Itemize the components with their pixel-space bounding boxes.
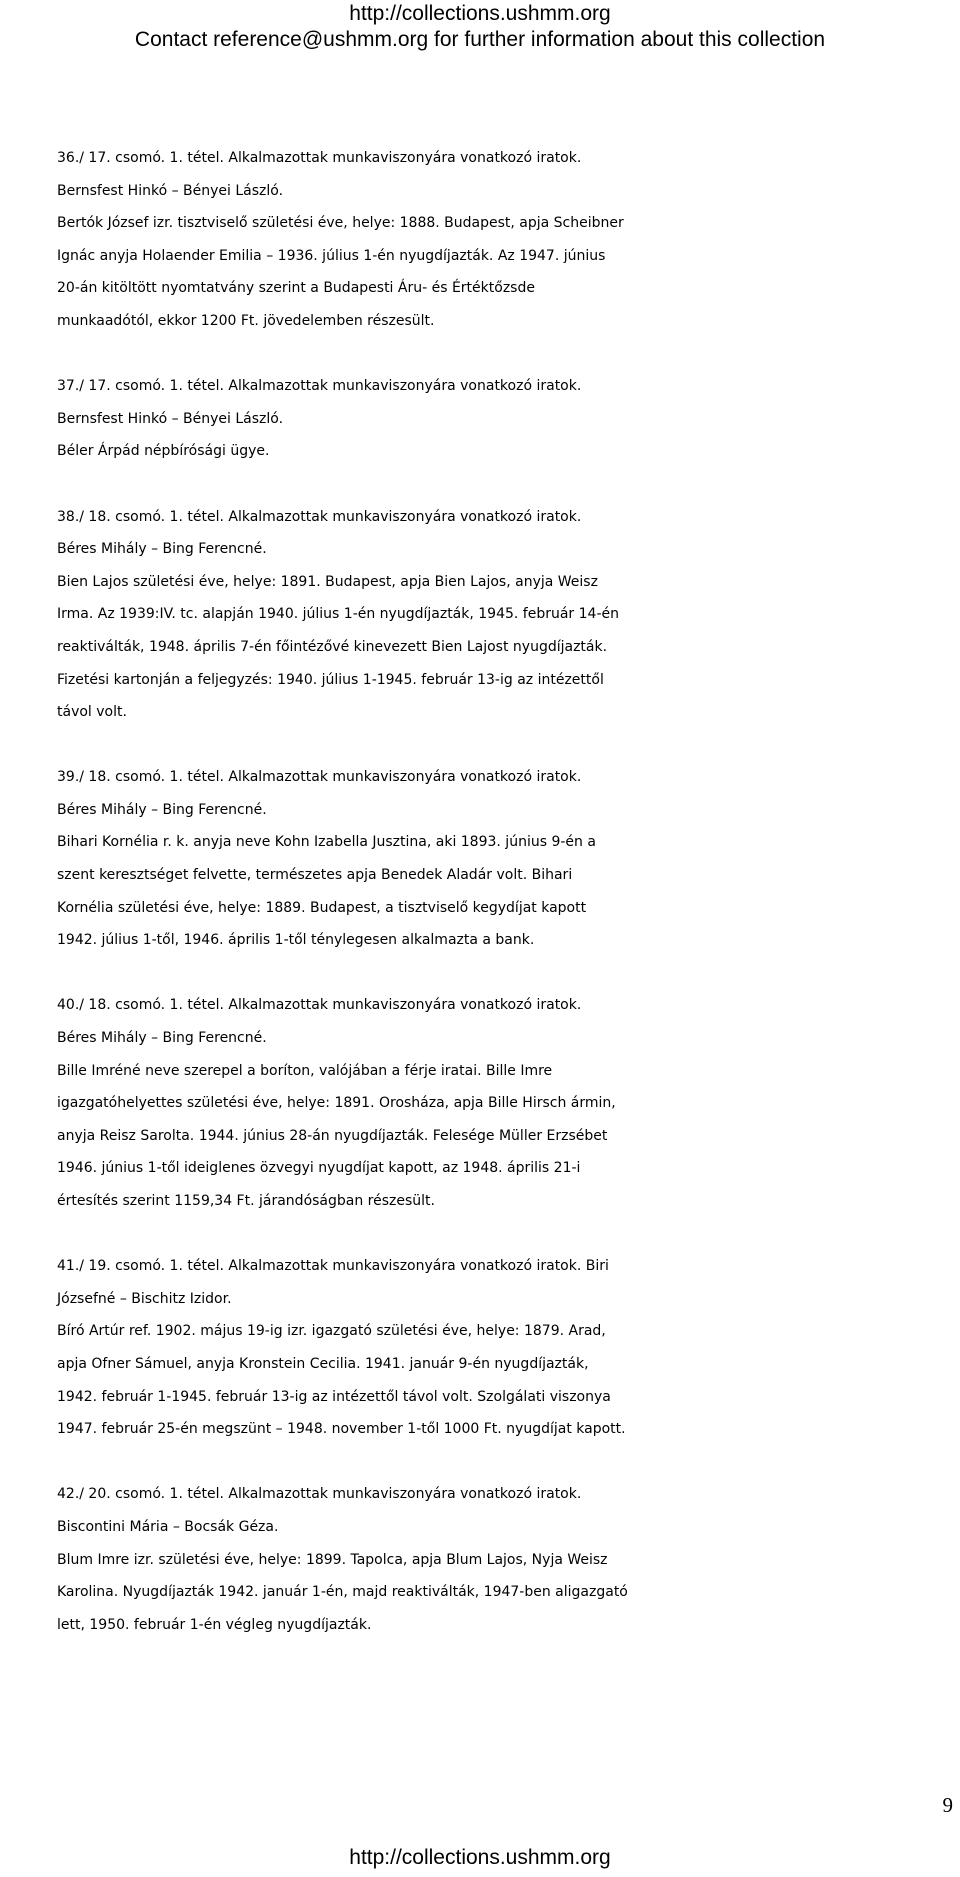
header-contact-notice: Contact reference@ushmm.org for further information about this collection (134, 28, 826, 51)
entry-text-line: szent keresztséget felvette, természetes apja Benedek Aladár volt. Bihari (57, 867, 573, 884)
archive-entry (57, 370, 957, 468)
entry-text-line: Béres Mihály – Bing Ferencné. (57, 1030, 267, 1047)
entry-text-line: Fizetési kartonján a feljegyzés: 1940. július 1-1945. február 13-ig az intézettől (57, 671, 604, 688)
entry-text-line: Béres Mihály – Bing Ferencné. (57, 541, 267, 558)
entry-text-line: 1942. július 1-től, 1946. április 1-től ténylegesen alkalmazta a bank. (57, 932, 535, 949)
archive-entry (57, 989, 957, 1217)
entry-text-line: 1942. február 1-1945. február 13-ig az intézettől távol volt. Szolgálati viszonya (57, 1388, 611, 1405)
entry-text-line: távol volt. (57, 704, 127, 721)
entry-text-line: Béres Mihály – Bing Ferencné. (57, 801, 267, 818)
entry-text-line: Irma. Az 1939:IV. tc. alapján 1940. július 1-én nyugdíjazták, 1945. február 14-én (57, 606, 619, 623)
entry-text-line: értesítés szerint 1159,34 Ft. járandóságban részesült. (57, 1193, 435, 1209)
archive-entry (57, 142, 957, 338)
entry-heading-line: 38./ 18. csomó. 1. tétel. Alkalmazottak munkaviszonyára vonatkozó iratok. (57, 508, 582, 525)
entry-text-line: Biscontini Mária – Bocsák Géza. (57, 1518, 279, 1535)
page-number: 9 (942, 1793, 953, 1817)
entry-text-line: Bíró Artúr ref. 1902. május 19-ig izr. igazgató születési éve, helye: 1879. Arad, (57, 1323, 606, 1340)
entry-text-line: Karolina. Nyugdíjazták 1942. január 1-én, majd reaktiválták, 1947-ben aligazgató (57, 1584, 628, 1601)
archive-entry (57, 501, 957, 729)
entry-text-line: 1947. február 25-én megszünt – 1948. november 1-től 1000 Ft. nyugdíjat kapott. (57, 1421, 626, 1438)
entry-text-line: anyja Reisz Sarolta. 1944. június 28-án nyugdíjazták. Felesége Müller Erzsébet (57, 1127, 608, 1144)
entry-text-line: 1946. június 1-től ideiglenes özvegyi nyugdíjat kapott, az 1948. április 21-i (57, 1160, 581, 1177)
page-footer (0, 1846, 960, 1870)
document-body (57, 142, 957, 1674)
entry-text-line: Józsefné – Bischitz Izidor. (57, 1290, 232, 1307)
archive-entry (57, 1478, 957, 1641)
entry-text-line: munkaadótól, ekkor 1200 Ft. jövedelemben részesült. (57, 312, 435, 329)
footer-url: http://collections.ushmm.org (349, 1846, 611, 1869)
entry-text-line: Bertók József izr. tisztviselő születési éve, helye: 1888. Budapest, apja Scheibner (57, 215, 624, 232)
entry-text-line: Bille Imréné neve szerepel a boríton, valójában a férje iratai. Bille Imre (57, 1062, 553, 1079)
entry-text-line: 20-án kitöltött nyomtatvány szerint a Budapesti Áru- és Értéktőzsde (57, 280, 535, 297)
entry-text-line: Bien Lajos születési éve, helye: 1891. Budapest, apja Bien Lajos, anyja Weisz (57, 573, 598, 590)
entry-heading-line: 39./ 18. csomó. 1. tétel. Alkalmazottak munkaviszonyára vonatkozó iratok. (57, 769, 582, 786)
entry-heading-line: 40./ 18. csomó. 1. tétel. Alkalmazottak munkaviszonyára vonatkozó iratok. (57, 997, 582, 1014)
entry-text-line: Kornélia születési éve, helye: 1889. Budapest, a tisztviselő kegydíjat kapott (57, 899, 587, 916)
archive-entry (57, 761, 957, 957)
entry-text-line: igazgatóhelyettes születési éve, helye: 1891. Orosháza, apja Bille Hirsch ármin, (57, 1095, 616, 1112)
page-header (0, 0, 960, 53)
entry-text-line: Bernsfest Hinkó – Bényei László. (57, 182, 284, 199)
entry-text-line: Blum Imre izr. születési éve, helye: 1899. Tapolca, apja Blum Lajos, Nyja Weisz (57, 1551, 608, 1568)
entry-text-line: apja Ofner Sámuel, anyja Kronstein Cecilia. 1941. január 9-én nyugdíjazták, (57, 1355, 589, 1372)
entry-text-line: Bernsfest Hinkó – Bényei László. (57, 410, 284, 427)
entry-heading-line: 37./ 17. csomó. 1. tétel. Alkalmazottak munkaviszonyára vonatkozó iratok. (57, 378, 582, 395)
header-url: http://collections.ushmm.org (349, 2, 611, 25)
entry-text-line: lett, 1950. február 1-én végleg nyugdíjazták. (57, 1616, 372, 1633)
entry-text-line: Bihari Kornélia r. k. anyja neve Kohn Izabella Jusztina, aki 1893. június 9-én a (57, 834, 596, 851)
entry-heading-line: 36./ 17. csomó. 1. tétel. Alkalmazottak munkaviszonyára vonatkozó iratok. (57, 150, 582, 166)
entry-text-line: Ignác anyja Holaender Emilia – 1936. július 1-én nyugdíjazták. Az 1947. június (57, 247, 606, 264)
entry-heading-line: 42./ 20. csomó. 1. tétel. Alkalmazottak munkaviszonyára vonatkozó iratok. (57, 1486, 582, 1503)
archive-entry (57, 1250, 957, 1446)
entry-text-line: Béler Árpád népbírósági ügye. (57, 443, 270, 460)
entry-heading-line: 41./ 19. csomó. 1. tétel. Alkalmazottak munkaviszonyára vonatkozó iratok. Biri (57, 1258, 609, 1275)
entry-text-line: reaktiválták, 1948. április 7-én főintézővé kinevezett Bien Lajost nyugdíjazták. (57, 638, 608, 655)
